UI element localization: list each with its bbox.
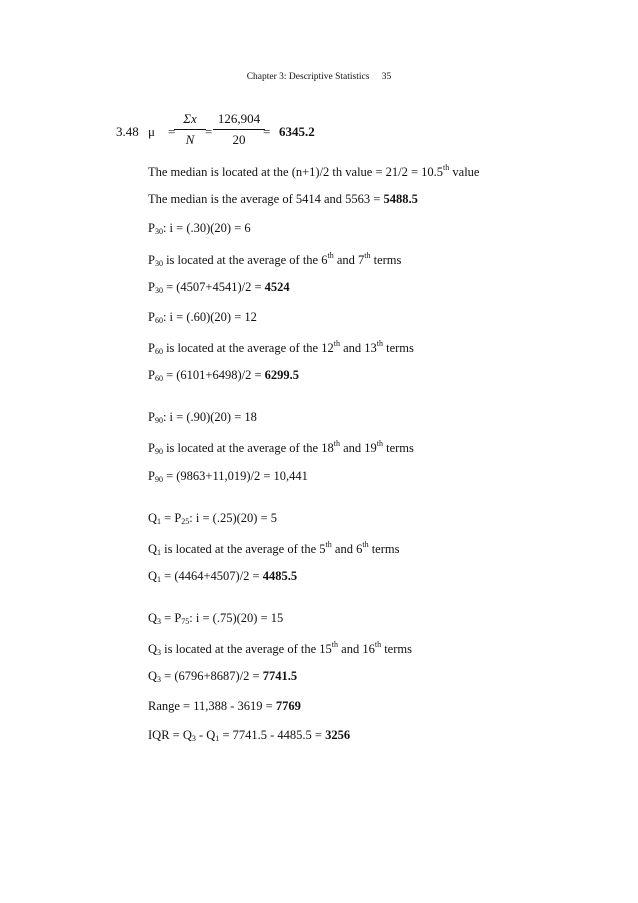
- p90-index-line: $P_{90}$: i = (.90)(20) = 18: [148, 410, 257, 425]
- median-location-line: The median is located at the (n+1)/2 th value = 21/2 = 10.5th value: [148, 163, 480, 179]
- fraction-bar: [174, 129, 206, 130]
- problem-number: 3.48: [116, 124, 139, 139]
- fraction-denominator: N: [185, 132, 195, 147]
- q3-location-line: $Q_3$ is located at the average of the 15th and 16th terms: [148, 640, 412, 657]
- p30-value-line: $P_{30} = (4507+4541)/2 = 4524$: [148, 280, 290, 295]
- median-value-line: The median is the average of 5414 and 5563 = 5488.5: [148, 192, 418, 206]
- equals-sign-2: =: [263, 124, 271, 139]
- equals-sign-mid: =: [205, 124, 213, 139]
- q1-location-line: $Q_1$ is located at the average of the 5th and 6th terms: [148, 540, 400, 557]
- equals-sign: =: [168, 124, 176, 139]
- q3-index-line: $Q_3 = P_{75}$: i = (.75)(20) = 15: [148, 611, 284, 626]
- mean-result: 6345.2: [279, 124, 315, 139]
- q3-value-line: $Q_3 = (6796+8687)/2 = 7741.5$: [148, 669, 298, 684]
- q1-index-line: $Q_1 = P_{25}$: i = (.25)(20) = 5: [148, 511, 277, 526]
- p60-location-line: $P_{60}$ is located at the average of the 12th and 13th terms: [148, 339, 414, 356]
- page-header: [0, 72, 638, 82]
- q1-value-line: $Q_1 = (4464+4507)/2 = 4485.5$: [148, 569, 298, 584]
- chapter-title: Chapter 3: Descriptive Statistics: [246, 72, 370, 82]
- p30-index-line: $P_{30}$: i = (.30)(20) = 6: [148, 221, 251, 236]
- p30-location-line: $P_{30}$ is located at the average of the 6th and 7th terms: [148, 251, 402, 268]
- iqr-line: IQR = $Q_3 - Q_1 = 7741.5 - 4485.5 = 3256$: [148, 728, 351, 743]
- fraction-values: [213, 111, 265, 148]
- p90-value-line: $P_{90} = (9863+11,019)/2 = 10,441$: [148, 469, 308, 484]
- page-number: 35: [381, 72, 392, 82]
- mu-symbol: μ: [148, 124, 155, 139]
- range-line: Range = 11,388 - 3619 = 7769: [148, 699, 301, 713]
- p90-location-line: $P_{90}$ is located at the average of the 18th and 19th terms: [148, 439, 414, 456]
- fraction-numerator: Σx: [183, 111, 197, 126]
- fraction-sum-over-n: [174, 111, 206, 148]
- p60-index-line: $P_{60}$: i = (.60)(20) = 12: [148, 310, 257, 325]
- fraction-denominator: 20: [232, 132, 246, 147]
- fraction-bar: [213, 129, 265, 130]
- fraction-numerator: 126,904: [217, 111, 261, 126]
- p60-value-line: $P_{60} = (6101+6498)/2 = 6299.5$: [148, 368, 300, 383]
